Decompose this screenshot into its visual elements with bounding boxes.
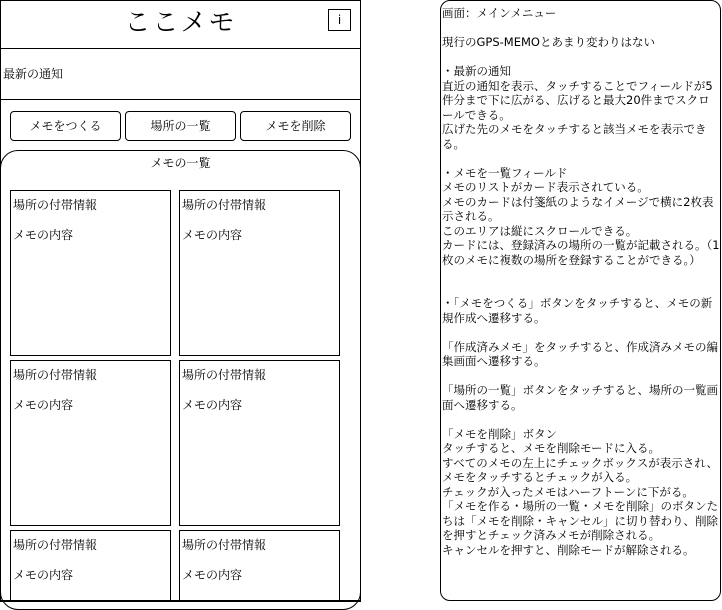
card-place-info: 場所の付帯情報 [13,198,98,212]
memo-card[interactable] [10,360,171,526]
description-text: 画面：メインメニュー 現行のGPS-MEMOとあまり変わりはない ・最新の通知 直近の通知を表示、タッチすることでフィールドが5件分まで下に広がる、広げると最大20件までスクロールできる。 広げた先のメモをタッチすると該当メモを表示できる。 ・メモを一覧フィールド メモのリストがカード表示されている。 メモのカードは付箋紙のようなイメージで横に2枚表示される。 このエリアは縦にスクロールできる。 カードには、登録済みの場所の一覧が記載される。（1枚のメモに複数の場所を登録することができる。） ・「メモをつくる」ボタンをタッチすると、メモの新規作成へ遷移する。 「作成済みメモ」をタッチすると、作成済みメモの編集画面へ遷移する。 「場所の一覧」ボタンをタッチすると、場所の一覧画面へ遷移する。 「メモを削除」ボタン タッチすると、メモを削除モードに入る。 すべてのメモの左上にチェックボックスが表示され、メモをタッチするとチェックが入る。 チェックが入ったメモはハーフトーンに下がる。 「メモを作る・場所の一覧・メモを削除」のボタンたちは「メモを削除・キャンセル」に切り替わり、削除を押すとチェック済みメモが削除される。 キャンセルを押すと、削除モードが解除される。 [442,6,720,557]
card-content: メモの内容 [13,228,74,242]
card-content: メモの内容 [13,398,74,412]
card-content: メモの内容 [182,568,243,582]
memo-card[interactable] [179,190,340,356]
card-content: メモの内容 [13,568,74,582]
create-memo-button[interactable]: メモをつくる [10,111,121,141]
memo-card[interactable] [10,530,171,601]
place-list-button[interactable]: 場所の一覧 [125,111,236,141]
memo-card[interactable] [179,360,340,526]
info-button[interactable]: i [328,9,351,31]
card-place-info: 場所の付帯情報 [182,368,267,382]
memo-card[interactable] [10,190,171,356]
card-content: メモの内容 [182,398,243,412]
delete-memo-button[interactable]: メモを削除 [240,111,351,141]
card-place-info: 場所の付帯情報 [13,368,98,382]
card-place-info: 場所の付帯情報 [182,198,267,212]
card-place-info: 場所の付帯情報 [13,538,98,552]
notification-label: 最新の通知 [3,67,64,81]
app-title: ここメモ [124,8,237,38]
memo-card[interactable] [179,530,340,601]
card-place-info: 場所の付帯情報 [182,538,267,552]
memo-list-title: メモの一覧 [150,156,211,170]
card-content: メモの内容 [182,228,243,242]
